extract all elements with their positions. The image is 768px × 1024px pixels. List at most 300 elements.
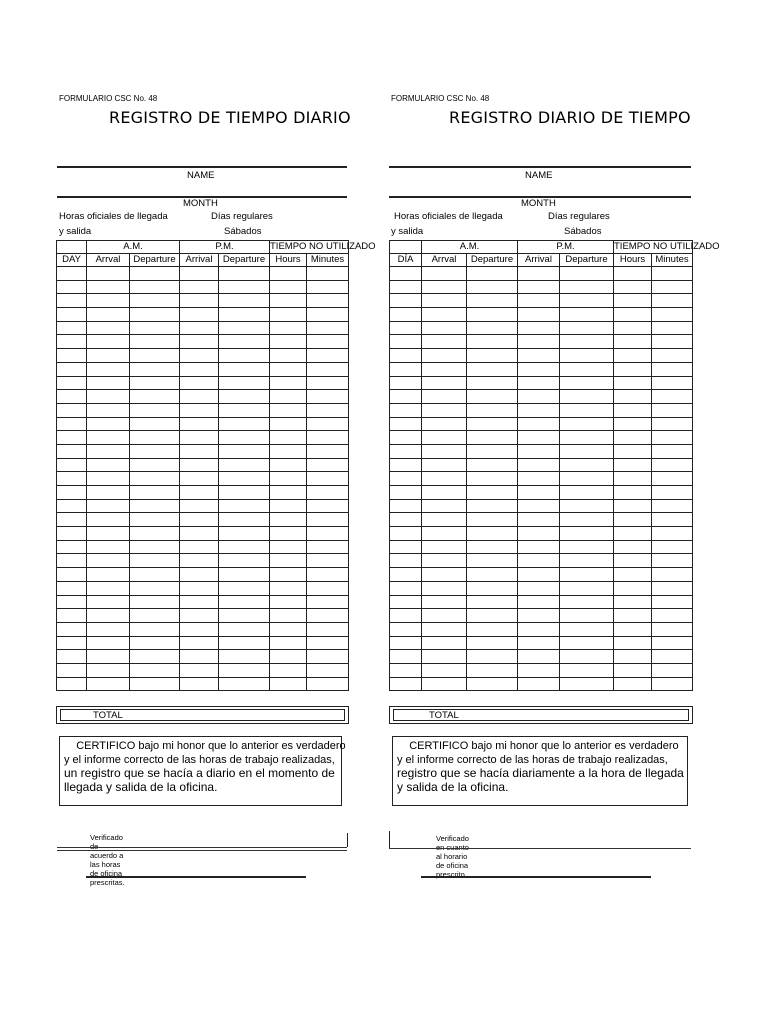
table-cell[interactable]: [270, 486, 307, 500]
table-cell[interactable]: [652, 595, 693, 609]
table-cell[interactable]: [87, 609, 130, 623]
table-cell[interactable]: [57, 362, 87, 376]
table-cell[interactable]: [467, 362, 518, 376]
table-cell[interactable]: [390, 568, 422, 582]
table-cell[interactable]: [219, 294, 270, 308]
table-cell[interactable]: [270, 417, 307, 431]
table-cell[interactable]: [467, 622, 518, 636]
table-cell[interactable]: [467, 499, 518, 513]
table-cell[interactable]: [87, 417, 130, 431]
table-cell[interactable]: [57, 499, 87, 513]
table-cell[interactable]: [467, 321, 518, 335]
table-cell[interactable]: [270, 513, 307, 527]
table-cell[interactable]: [87, 390, 130, 404]
table-cell[interactable]: [422, 677, 467, 691]
name-line[interactable]: [389, 166, 691, 168]
table-cell[interactable]: [130, 431, 180, 445]
table-cell[interactable]: [467, 308, 518, 322]
table-cell[interactable]: [518, 349, 560, 363]
table-cell[interactable]: [307, 458, 349, 472]
table-cell[interactable]: [57, 677, 87, 691]
table-cell[interactable]: [422, 650, 467, 664]
table-cell[interactable]: [180, 280, 219, 294]
table-cell[interactable]: [614, 663, 652, 677]
table-cell[interactable]: [130, 390, 180, 404]
table-cell[interactable]: [390, 458, 422, 472]
table-cell[interactable]: [307, 609, 349, 623]
table-cell[interactable]: [87, 677, 130, 691]
table-cell[interactable]: [467, 540, 518, 554]
table-cell[interactable]: [130, 335, 180, 349]
table-cell[interactable]: [560, 444, 614, 458]
table-cell[interactable]: [518, 431, 560, 445]
table-cell[interactable]: [180, 677, 219, 691]
table-cell[interactable]: [422, 622, 467, 636]
table-cell[interactable]: [130, 677, 180, 691]
table-cell[interactable]: [130, 554, 180, 568]
table-cell[interactable]: [467, 650, 518, 664]
table-cell[interactable]: [307, 335, 349, 349]
table-cell[interactable]: [422, 663, 467, 677]
table-cell[interactable]: [560, 650, 614, 664]
table-cell[interactable]: [180, 595, 219, 609]
table-cell[interactable]: [560, 362, 614, 376]
table-cell[interactable]: [614, 390, 652, 404]
table-cell[interactable]: [390, 663, 422, 677]
table-cell[interactable]: [422, 444, 467, 458]
table-cell[interactable]: [422, 335, 467, 349]
table-cell[interactable]: [219, 349, 270, 363]
table-cell[interactable]: [307, 650, 349, 664]
table-cell[interactable]: [467, 431, 518, 445]
table-cell[interactable]: [180, 527, 219, 541]
table-cell[interactable]: [57, 444, 87, 458]
table-cell[interactable]: [614, 650, 652, 664]
table-cell[interactable]: [130, 636, 180, 650]
table-cell[interactable]: [518, 513, 560, 527]
table-cell[interactable]: [614, 267, 652, 281]
table-cell[interactable]: [219, 280, 270, 294]
table-cell[interactable]: [560, 376, 614, 390]
table-cell[interactable]: [270, 527, 307, 541]
table-cell[interactable]: [614, 444, 652, 458]
table-cell[interactable]: [652, 513, 693, 527]
table-cell[interactable]: [652, 677, 693, 691]
table-cell[interactable]: [219, 677, 270, 691]
table-cell[interactable]: [130, 622, 180, 636]
table-cell[interactable]: [270, 376, 307, 390]
table-cell[interactable]: [219, 472, 270, 486]
table-cell[interactable]: [652, 650, 693, 664]
table-cell[interactable]: [422, 308, 467, 322]
table-cell[interactable]: [390, 431, 422, 445]
table-cell[interactable]: [57, 622, 87, 636]
table-cell[interactable]: [560, 554, 614, 568]
table-cell[interactable]: [87, 554, 130, 568]
table-cell[interactable]: [307, 444, 349, 458]
table-cell[interactable]: [560, 308, 614, 322]
table-cell[interactable]: [130, 267, 180, 281]
table-cell[interactable]: [180, 321, 219, 335]
table-cell[interactable]: [560, 280, 614, 294]
table-cell[interactable]: [180, 568, 219, 582]
table-cell[interactable]: [307, 294, 349, 308]
table-cell[interactable]: [270, 568, 307, 582]
table-cell[interactable]: [57, 513, 87, 527]
table-cell[interactable]: [219, 663, 270, 677]
table-cell[interactable]: [614, 294, 652, 308]
table-cell[interactable]: [422, 458, 467, 472]
table-cell[interactable]: [652, 568, 693, 582]
table-cell[interactable]: [307, 390, 349, 404]
table-cell[interactable]: [87, 335, 130, 349]
table-cell[interactable]: [560, 294, 614, 308]
table-cell[interactable]: [270, 677, 307, 691]
table-cell[interactable]: [422, 294, 467, 308]
table-cell[interactable]: [270, 540, 307, 554]
table-cell[interactable]: [180, 499, 219, 513]
table-cell[interactable]: [652, 636, 693, 650]
signature-line[interactable]: [86, 876, 306, 878]
table-cell[interactable]: [390, 609, 422, 623]
table-cell[interactable]: [57, 595, 87, 609]
table-cell[interactable]: [87, 499, 130, 513]
table-cell[interactable]: [518, 390, 560, 404]
table-cell[interactable]: [652, 362, 693, 376]
table-cell[interactable]: [467, 403, 518, 417]
table-cell[interactable]: [518, 650, 560, 664]
table-cell[interactable]: [422, 499, 467, 513]
table-cell[interactable]: [467, 390, 518, 404]
table-cell[interactable]: [614, 486, 652, 500]
table-cell[interactable]: [219, 444, 270, 458]
table-cell[interactable]: [180, 376, 219, 390]
table-cell[interactable]: [87, 568, 130, 582]
table-cell[interactable]: [87, 294, 130, 308]
table-cell[interactable]: [57, 568, 87, 582]
table-cell[interactable]: [57, 527, 87, 541]
table-cell[interactable]: [422, 403, 467, 417]
table-cell[interactable]: [422, 513, 467, 527]
table-cell[interactable]: [57, 663, 87, 677]
table-cell[interactable]: [614, 540, 652, 554]
table-cell[interactable]: [219, 595, 270, 609]
table-cell[interactable]: [87, 431, 130, 445]
table-cell[interactable]: [180, 513, 219, 527]
table-cell[interactable]: [560, 636, 614, 650]
table-cell[interactable]: [652, 390, 693, 404]
table-cell[interactable]: [652, 403, 693, 417]
table-cell[interactable]: [518, 554, 560, 568]
table-cell[interactable]: [518, 362, 560, 376]
table-cell[interactable]: [57, 650, 87, 664]
table-cell[interactable]: [180, 294, 219, 308]
table-cell[interactable]: [614, 499, 652, 513]
table-cell[interactable]: [518, 308, 560, 322]
table-cell[interactable]: [219, 390, 270, 404]
table-cell[interactable]: [518, 444, 560, 458]
table-cell[interactable]: [467, 609, 518, 623]
table-cell[interactable]: [57, 321, 87, 335]
table-cell[interactable]: [518, 486, 560, 500]
table-cell[interactable]: [652, 472, 693, 486]
table-cell[interactable]: [270, 622, 307, 636]
table-cell[interactable]: [422, 595, 467, 609]
table-cell[interactable]: [219, 499, 270, 513]
table-cell[interactable]: [560, 513, 614, 527]
table-cell[interactable]: [130, 376, 180, 390]
table-cell[interactable]: [270, 321, 307, 335]
table-cell[interactable]: [219, 335, 270, 349]
table-cell[interactable]: [422, 568, 467, 582]
table-cell[interactable]: [180, 431, 219, 445]
table-cell[interactable]: [180, 390, 219, 404]
table-cell[interactable]: [390, 499, 422, 513]
table-cell[interactable]: [270, 499, 307, 513]
table-cell[interactable]: [518, 280, 560, 294]
table-cell[interactable]: [57, 267, 87, 281]
table-cell[interactable]: [652, 499, 693, 513]
table-cell[interactable]: [390, 349, 422, 363]
table-cell[interactable]: [57, 540, 87, 554]
table-cell[interactable]: [652, 335, 693, 349]
table-cell[interactable]: [390, 472, 422, 486]
table-cell[interactable]: [180, 540, 219, 554]
table-cell[interactable]: [87, 486, 130, 500]
table-cell[interactable]: [467, 458, 518, 472]
table-cell[interactable]: [219, 540, 270, 554]
table-cell[interactable]: [518, 568, 560, 582]
table-cell[interactable]: [87, 663, 130, 677]
table-cell[interactable]: [180, 486, 219, 500]
table-cell[interactable]: [130, 472, 180, 486]
table-cell[interactable]: [518, 321, 560, 335]
table-cell[interactable]: [518, 499, 560, 513]
table-cell[interactable]: [390, 267, 422, 281]
table-cell[interactable]: [518, 581, 560, 595]
table-cell[interactable]: [307, 403, 349, 417]
table-cell[interactable]: [614, 431, 652, 445]
table-cell[interactable]: [560, 349, 614, 363]
table-cell[interactable]: [130, 513, 180, 527]
table-cell[interactable]: [390, 622, 422, 636]
table-cell[interactable]: [130, 609, 180, 623]
table-cell[interactable]: [130, 403, 180, 417]
table-cell[interactable]: [614, 335, 652, 349]
table-cell[interactable]: [87, 527, 130, 541]
table-cell[interactable]: [130, 321, 180, 335]
table-cell[interactable]: [652, 554, 693, 568]
table-cell[interactable]: [422, 581, 467, 595]
table-cell[interactable]: [390, 444, 422, 458]
table-cell[interactable]: [130, 540, 180, 554]
table-cell[interactable]: [560, 390, 614, 404]
table-cell[interactable]: [130, 458, 180, 472]
table-cell[interactable]: [219, 431, 270, 445]
table-cell[interactable]: [87, 581, 130, 595]
table-cell[interactable]: [307, 486, 349, 500]
table-cell[interactable]: [467, 513, 518, 527]
table-cell[interactable]: [87, 403, 130, 417]
table-cell[interactable]: [422, 431, 467, 445]
table-cell[interactable]: [219, 636, 270, 650]
table-cell[interactable]: [422, 267, 467, 281]
table-cell[interactable]: [219, 458, 270, 472]
table-cell[interactable]: [307, 663, 349, 677]
table-cell[interactable]: [180, 417, 219, 431]
signature-line[interactable]: [421, 876, 651, 878]
table-cell[interactable]: [390, 280, 422, 294]
table-cell[interactable]: [614, 376, 652, 390]
table-cell[interactable]: [130, 527, 180, 541]
table-cell[interactable]: [614, 527, 652, 541]
table-cell[interactable]: [518, 335, 560, 349]
table-cell[interactable]: [57, 486, 87, 500]
table-cell[interactable]: [614, 622, 652, 636]
table-cell[interactable]: [219, 308, 270, 322]
table-cell[interactable]: [180, 362, 219, 376]
table-cell[interactable]: [422, 376, 467, 390]
table-cell[interactable]: [87, 458, 130, 472]
table-cell[interactable]: [390, 321, 422, 335]
table-cell[interactable]: [518, 540, 560, 554]
table-cell[interactable]: [560, 663, 614, 677]
table-cell[interactable]: [390, 581, 422, 595]
table-cell[interactable]: [390, 650, 422, 664]
table-cell[interactable]: [87, 650, 130, 664]
table-cell[interactable]: [390, 677, 422, 691]
table-cell[interactable]: [614, 403, 652, 417]
table-cell[interactable]: [219, 554, 270, 568]
table-cell[interactable]: [57, 294, 87, 308]
table-cell[interactable]: [560, 417, 614, 431]
table-cell[interactable]: [518, 417, 560, 431]
table-cell[interactable]: [270, 308, 307, 322]
table-cell[interactable]: [422, 540, 467, 554]
table-cell[interactable]: [518, 472, 560, 486]
table-cell[interactable]: [270, 431, 307, 445]
table-cell[interactable]: [270, 335, 307, 349]
table-cell[interactable]: [467, 595, 518, 609]
table-cell[interactable]: [270, 403, 307, 417]
table-cell[interactable]: [560, 267, 614, 281]
table-cell[interactable]: [467, 663, 518, 677]
table-cell[interactable]: [518, 294, 560, 308]
table-cell[interactable]: [57, 349, 87, 363]
table-cell[interactable]: [307, 581, 349, 595]
table-cell[interactable]: [614, 458, 652, 472]
table-cell[interactable]: [307, 636, 349, 650]
table-cell[interactable]: [652, 267, 693, 281]
table-cell[interactable]: [219, 417, 270, 431]
table-cell[interactable]: [467, 417, 518, 431]
table-cell[interactable]: [57, 554, 87, 568]
table-cell[interactable]: [614, 308, 652, 322]
table-cell[interactable]: [270, 609, 307, 623]
table-cell[interactable]: [87, 513, 130, 527]
table-cell[interactable]: [518, 622, 560, 636]
table-cell[interactable]: [270, 390, 307, 404]
table-cell[interactable]: [219, 513, 270, 527]
table-cell[interactable]: [652, 280, 693, 294]
table-cell[interactable]: [219, 650, 270, 664]
table-cell[interactable]: [614, 568, 652, 582]
table-cell[interactable]: [467, 568, 518, 582]
table-cell[interactable]: [518, 527, 560, 541]
table-cell[interactable]: [614, 609, 652, 623]
table-cell[interactable]: [87, 280, 130, 294]
table-cell[interactable]: [87, 595, 130, 609]
table-cell[interactable]: [614, 595, 652, 609]
table-cell[interactable]: [307, 595, 349, 609]
table-cell[interactable]: [390, 308, 422, 322]
table-cell[interactable]: [180, 267, 219, 281]
table-cell[interactable]: [87, 321, 130, 335]
table-cell[interactable]: [560, 403, 614, 417]
table-cell[interactable]: [560, 499, 614, 513]
table-cell[interactable]: [270, 595, 307, 609]
table-cell[interactable]: [130, 568, 180, 582]
table-cell[interactable]: [390, 390, 422, 404]
table-cell[interactable]: [180, 636, 219, 650]
table-cell[interactable]: [614, 581, 652, 595]
table-cell[interactable]: [307, 308, 349, 322]
table-cell[interactable]: [130, 349, 180, 363]
table-cell[interactable]: [57, 376, 87, 390]
table-cell[interactable]: [270, 636, 307, 650]
table-cell[interactable]: [652, 458, 693, 472]
table-cell[interactable]: [518, 267, 560, 281]
table-cell[interactable]: [467, 581, 518, 595]
table-cell[interactable]: [390, 486, 422, 500]
table-cell[interactable]: [560, 431, 614, 445]
table-cell[interactable]: [180, 349, 219, 363]
table-cell[interactable]: [219, 486, 270, 500]
table-cell[interactable]: [652, 431, 693, 445]
table-cell[interactable]: [467, 554, 518, 568]
table-cell[interactable]: [467, 294, 518, 308]
table-cell[interactable]: [560, 458, 614, 472]
table-cell[interactable]: [614, 554, 652, 568]
table-cell[interactable]: [130, 486, 180, 500]
table-cell[interactable]: [390, 417, 422, 431]
table-cell[interactable]: [57, 403, 87, 417]
table-cell[interactable]: [307, 267, 349, 281]
table-cell[interactable]: [467, 527, 518, 541]
table-cell[interactable]: [307, 431, 349, 445]
table-cell[interactable]: [518, 636, 560, 650]
table-cell[interactable]: [180, 554, 219, 568]
table-cell[interactable]: [467, 636, 518, 650]
table-cell[interactable]: [130, 595, 180, 609]
table-cell[interactable]: [467, 335, 518, 349]
table-cell[interactable]: [87, 362, 130, 376]
table-cell[interactable]: [422, 417, 467, 431]
table-cell[interactable]: [518, 595, 560, 609]
table-cell[interactable]: [467, 280, 518, 294]
table-cell[interactable]: [390, 554, 422, 568]
table-cell[interactable]: [560, 595, 614, 609]
table-cell[interactable]: [87, 267, 130, 281]
table-cell[interactable]: [652, 527, 693, 541]
table-cell[interactable]: [422, 609, 467, 623]
table-cell[interactable]: [130, 499, 180, 513]
table-cell[interactable]: [57, 308, 87, 322]
table-cell[interactable]: [652, 622, 693, 636]
table-cell[interactable]: [560, 472, 614, 486]
table-cell[interactable]: [87, 349, 130, 363]
table-cell[interactable]: [130, 663, 180, 677]
